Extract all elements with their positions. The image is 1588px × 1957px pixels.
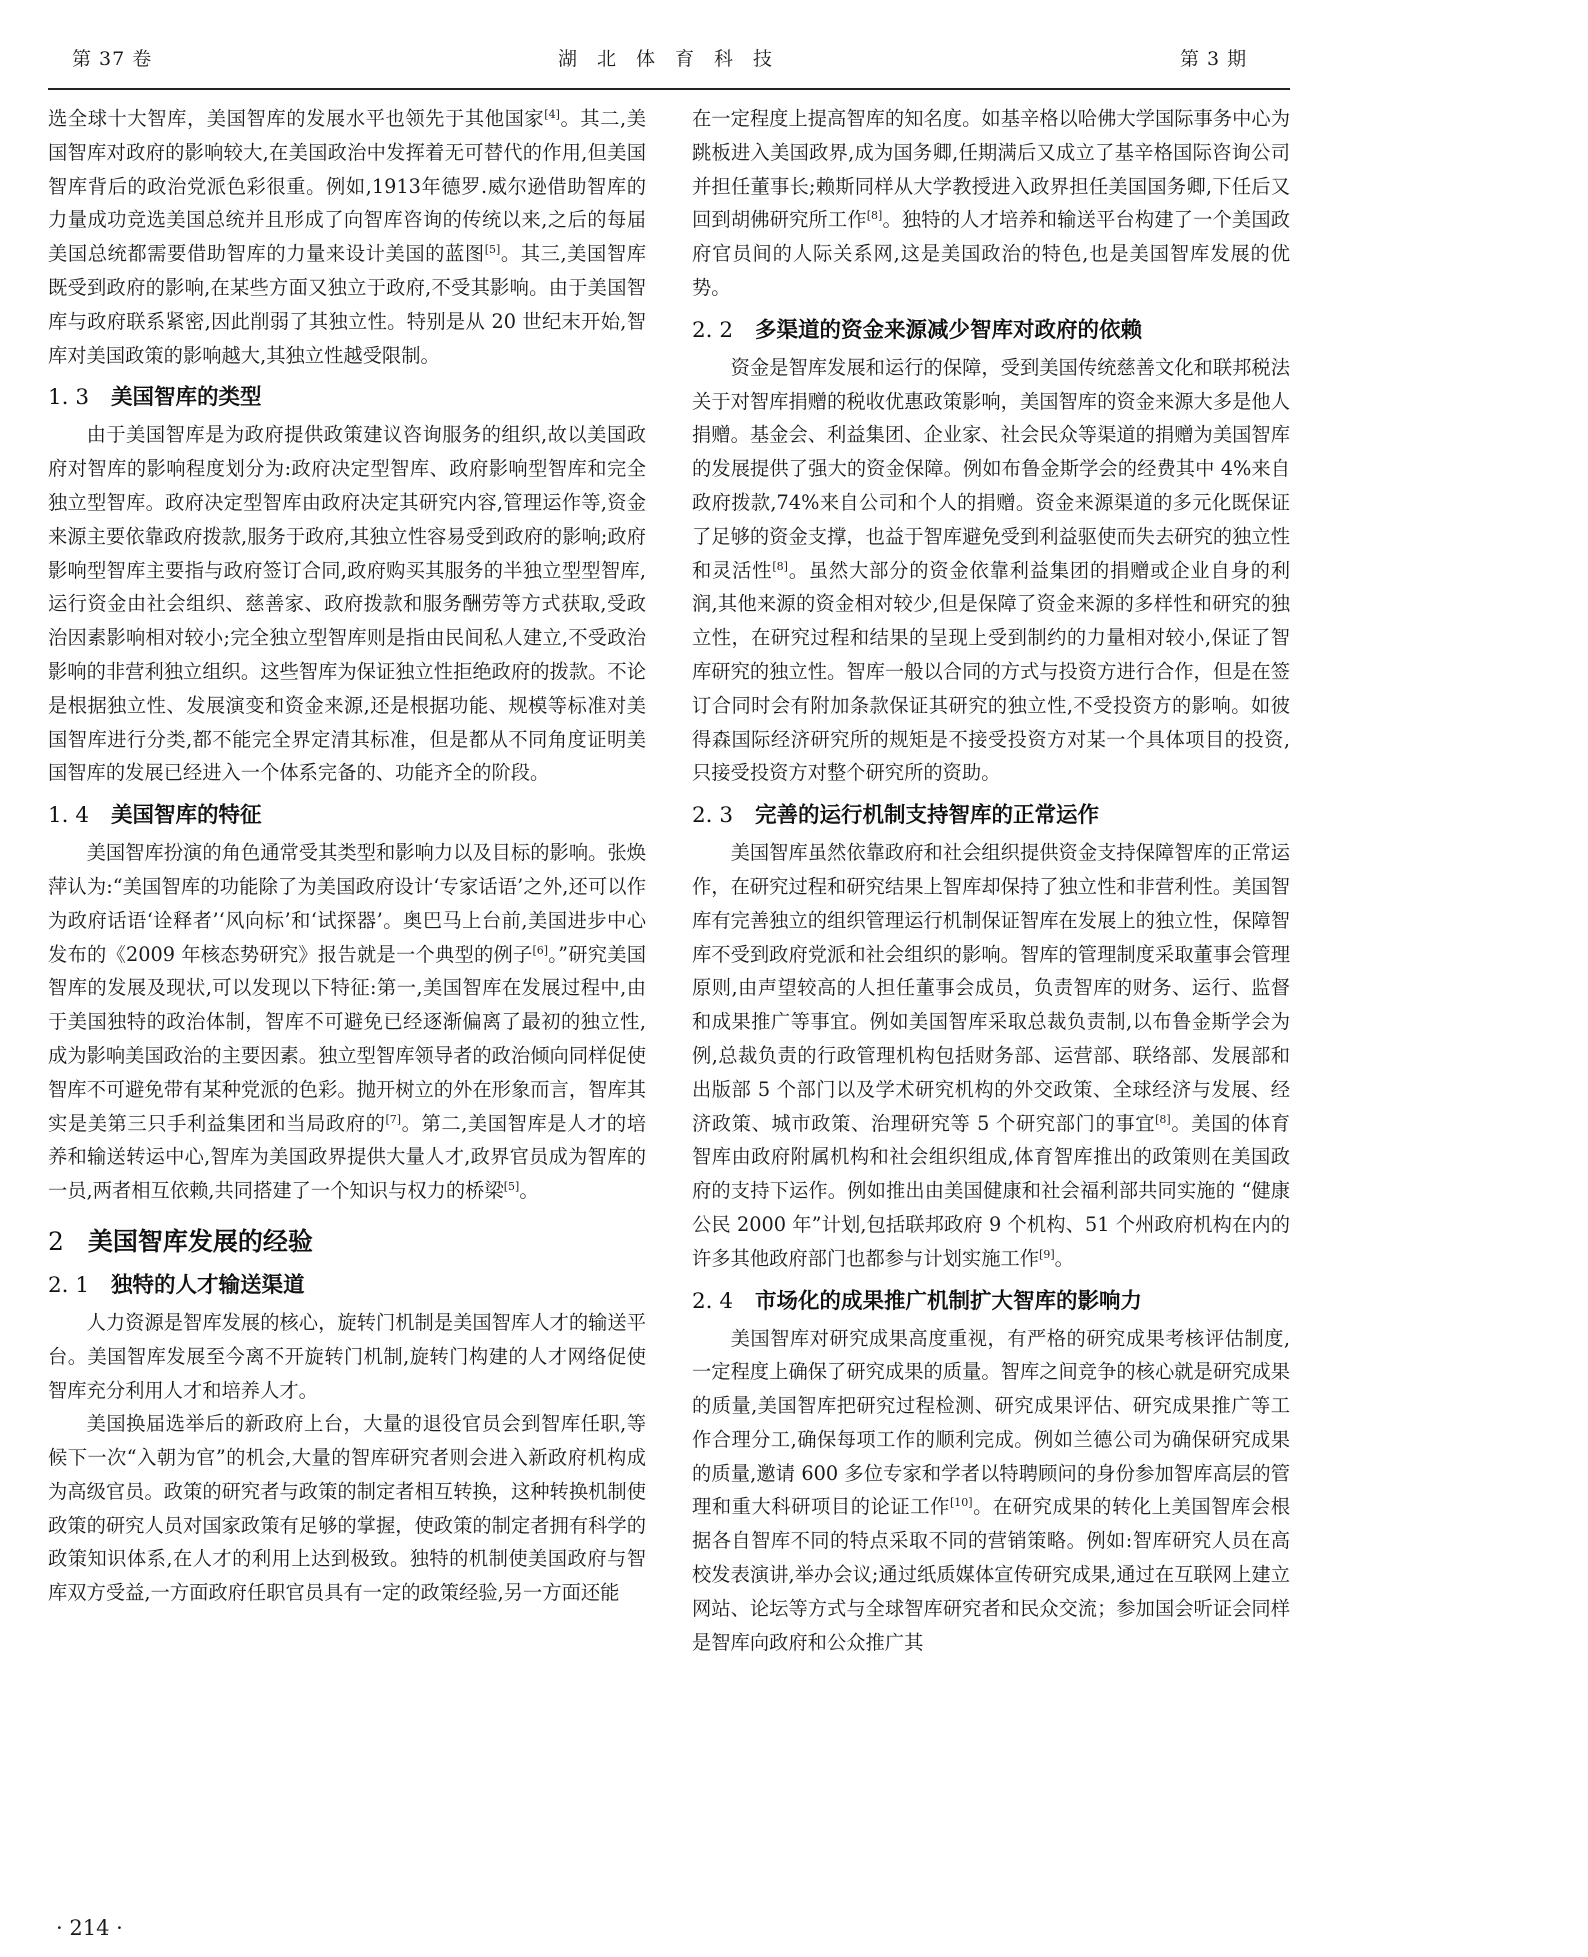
section-heading-2-3: 2. 3 完善的运行机制支持智库的正常运作 [692, 803, 1100, 829]
paragraph: 美国智库虽然依靠政府和社会组织提供资金支持保障智库的正常运作，在研究过程和研究结果上智库却保持了独立性和非营利性。美国智库有完善独立的组织管理运行机制保证智库在发展上的独立性，保障智库不受到政府党派和社会组织的影响。智库的管理制度采取董事会管理原则,由声望较高的人担任董事会成员，负责智库的财务、运行、监督和成果推广等事宜。例如美国智库采取总裁负责制,以布鲁金斯学会为例,总裁负责的行政管理机构包括财务部、运营部、联络部、发展部和出版部 5 个部门以及学术研究机构的外交政策、全球经济与发展、经济政策、城市政策、治理研究等 5 个研究部门的事宜[8]。美国的体育智库由政府附属机构和社会组织组成,体育智库推出的政策则在美国政府的支持下运作。例如推出由美国健康和社会福利部共同实施的 “健康公民 2000 年”计划,包括联邦政府 9 个机构、51 个州政府机构在内的许多其他政府部门也都参与计划实施工作[9]。 [692, 841, 1291, 1270]
paragraph: 美国智库对研究成果高度重视，有严格的研究成果考核评估制度,一定程度上确保了研究成果的质量。智库之间竞争的核心就是研究成果的质量,美国智库把研究过程检测、研究成果评估、研究成果推广等工作合理分工,确保每项工作的顺利完成。例如兰德公司为确保研究成果的质量,邀请 600 多位专家和学者以特聘顾问的身份参加智库高层的管理和重大科研项目的论证工作[10]。在研究成果的转化上美国智库会根据各自智库不同的特点采取不同的营销策略。例如:智库研究人员在高校发表演讲,举办会议;通过纸质媒体宣传研究成果,通过在互联网上建立网站、论坛等方式与全球智库研究者和民众交流；参加国会听证会同样是智库向政府和公众推广其 [692, 1326, 1291, 1654]
paragraph: 美国换届选举后的新政府上台，大量的退役官员会到智库任职,等候下一次“入朝为官”的机会,大量的智库研究者则会进入新政府机构成为高级官员。政策的研究者与政策的制定者相互转换，这种转换机制使政策的研究人员对国家政策有足够的掌握，使政策的制定者拥有科学的政策知识体系,在人才的利用上达到极致。独特的机制使美国政府与智库双方受益,一方面政府任职官员具有一定的政策经验,另一方面还能 [48, 1412, 646, 1605]
header-rule [48, 88, 1290, 90]
paragraph: 美国智库扮演的角色通常受其类型和影响力以及目标的影响。张焕萍认为:“美国智库的功能除了为美国政府设计‘专家话语’之外,还可以作为政府话语‘诠释者’‘风向标’和‘试探器’。奥巴马上台前,美国进步中心发布的《2009 年核态势研究》报告就是一个典型的例子[6]。”研究美国智库的发展及现状,可以发现以下特征:第一,美国智库在发展过程中,由于美国独特的政治体制，智库不可避免已经逐渐偏离了最初的独立性,成为影响美国政治的主要因素。独立型智库领导者的政治倾向同样促使智库不可避免带有某种党派的色彩。抛开树立的外在形象而言，智库其实是美第三只手利益集团和当局政府的[7]。第二,美国智库是人才的培养和输送转运中心,智库为美国政界提供大量人才,政界官员成为智库的一员,两者相互依赖,共同搭建了一个知识与权力的桥梁[5]。 [48, 841, 646, 1203]
section-heading-2-1: 2. 1 独特的人才输送渠道 [48, 1272, 305, 1298]
section-heading-2-2: 2. 2 多渠道的资金来源减少智库对政府的依赖 [692, 317, 1143, 343]
citation: [7] [385, 1112, 402, 1126]
section-heading-2-4: 2. 4 市场化的成果推广机制扩大智库的影响力 [692, 1288, 1143, 1314]
citation: [4] [544, 108, 560, 121]
running-header [48, 44, 1288, 76]
volume-label: 第 37 卷 [72, 48, 153, 70]
citation: [9] [1039, 1247, 1055, 1261]
section-heading-2: 2 美国智库发展的经验 [48, 1226, 313, 1256]
citation: [8] [866, 209, 883, 223]
citation: [6] [532, 943, 549, 957]
citation: [10] [949, 1496, 973, 1510]
paragraph: 由于美国智库是为政府提供政策建议咨询服务的组织,故以美国政府对智库的影响程度划分为:政府决定型智库、政府影响型智库和完全独立型智库。政府决定型智库由政府决定其研究内容,管理运作等,资金来源主要依靠政府拨款,服务于政府,其独立性容易受到政府的影响;政府影响型智库主要指与政府签订合同,政府购买其服务的半独立型型智库,运行资金由社会组织、慈善家、政府拨款和服务酬劳等方式获取,受政治因素影响相对较小;完全独立型智库则是指由民间私人建立,不受政治影响的非营利独立组织。这些智库为保证独立性拒绝政府的拨款。不论是根据独立性、发展演变和资金来源,还是根据功能、规模等标准对美国智库进行分类,都不能完全界定清其标准，但是都从不同角度证明美国智库的发展已经进入一个体系完备的、功能齐全的阶段。 [48, 423, 646, 785]
section-heading-1-3: 1. 3 美国智库的类型 [48, 385, 262, 411]
citation: [8] [1155, 1112, 1171, 1126]
left-column [48, 102, 646, 1610]
citation: [5] [503, 1180, 520, 1194]
paragraph: 资金是智库发展和运行的保障，受到美国传统慈善文化和联邦税法关于对智库捐赠的税收优惠政策影响，美国智库的资金来源大多是他人捐赠。基金会、利益集团、企业家、社会民众等渠道的捐赠为美国智库的发展提供了强大的资金保障。例如布鲁金斯学会的经费其中 4%来自政府拨款,74%来自公司和个人的捐赠。资金来源渠道的多元化既保证了足够的资金支撑，也益于智库避免受到利益驱使而失去研究的独立性和灵活性[8]。虽然大部分的资金依靠利益集团的捐赠或企业自身的利润,其他来源的资金相对较少,但是保障了资金来源的多样性和研究的独立性，在研究过程和结果的呈现上受到制约的力量相对较小,保证了智库研究的独立性。智库一般以合同的方式与投资方进行合作，但是在签订合同时会有附加条款保证其研究的独立性,不受投资方的影响。如彼得森国际经济研究所的规矩是不接受投资方对某一个具体项目的投资,只接受投资方对整个研究所的资助。 [692, 355, 1291, 785]
paragraph: 选全球十大智库，美国智库的发展水平也领先于其他国家[4]。其二,美国智库对政府的影响较大,在美国政治中发挥着无可替代的作用,但美国智库背后的政治党派色彩很重。例如,1913年德罗.威尔逊借助智库的力量成功竞选美国总统并且形成了向智库咨询的传统以来,之后的每届美国总统都需要借助智库的力量来设计美国的蓝图[5]。其三,美国智库既受到政府的影响,在某些方面又独立于政府,不受其影响。由于美国智库与政府联系紧密,因此削弱了其独立性。特别是从 20 世纪末开始,智库对美国政策的影响越大,其独立性越受限制。 [48, 107, 646, 367]
right-column [692, 102, 1290, 1659]
issue-label: 第 3 期 [1180, 48, 1248, 70]
page-number: · 214 · [56, 1916, 123, 1940]
citation: [5] [484, 243, 501, 257]
paragraph: 在一定程度上提高智库的知名度。如基辛格以哈佛大学国际事务中心为跳板进入美国政界,成为国务卿,任期满后又成立了基辛格国际咨询公司并担任董事长;赖斯同样从大学教授进入政界担任美国国务卿,下任后又回到胡佛研究所工作[8]。独特的人才培养和输送平台构建了一个美国政府官员间的人际关系网,这是美国政治的特色,也是美国智库发展的优势。 [692, 107, 1291, 299]
citation: [8] [772, 559, 788, 573]
paragraph: 人力资源是智库发展的核心，旋转门机制是美国智库人才的输送平台。美国智库发展至今离不开旋转门机制,旋转门构建的人才网络促使智库充分利用人才和培养人才。 [48, 1310, 646, 1402]
journal-title: 湖北体育科技 [558, 48, 793, 70]
section-heading-1-4: 1. 4 美国智库的特征 [48, 803, 262, 829]
